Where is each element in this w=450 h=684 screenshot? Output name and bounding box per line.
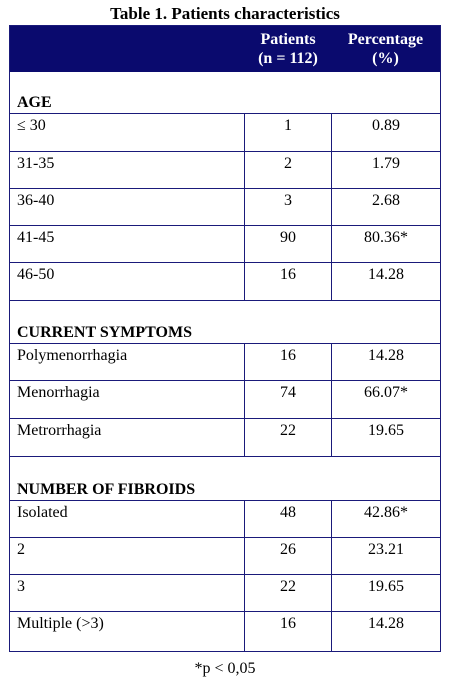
patients-table [9,25,441,652]
row-percentage: 23.21 [331,537,440,575]
footnote: *p < 0,05 [194,660,256,677]
row-percentage: 80.36* [331,225,440,263]
header-patients [244,30,332,68]
header-percentage [331,30,440,68]
row-percentage: 66.07* [331,380,440,419]
row-patients: 90 [244,225,332,263]
row-patients: 48 [244,500,332,538]
row-label: Isolated [10,500,245,538]
section-title-number-of-fibroids: NUMBER OF FIBROIDS [17,481,196,498]
header-patients-line1: Patients [260,31,316,48]
row-label: 41-45 [10,225,245,263]
row-patients: 1 [244,113,332,152]
row-patients: 16 [244,343,332,381]
row-percentage: 19.65 [331,418,440,457]
row-percentage: 14.28 [331,343,440,381]
row-patients: 2 [244,151,332,189]
table-title: Table 1. Patients characteristics [110,4,340,23]
row-percentage: 19.65 [331,574,440,612]
table-header [10,26,440,72]
header-patients-line2: (n = 112) [258,50,318,67]
row-patients: 3 [244,188,332,226]
row-label: Metrorrhagia [10,418,245,457]
row-patients: 22 [244,418,332,457]
row-percentage: 1.79 [331,151,440,189]
row-label: 2 [10,537,245,575]
row-percentage: 42.86* [331,500,440,538]
row-percentage: 0.89 [331,113,440,152]
row-label: 36-40 [10,188,245,226]
row-label: 31-35 [10,151,245,189]
row-label: Multiple (>3) [10,611,245,651]
row-patients: 16 [244,262,332,301]
header-percentage-line2: (%) [372,50,399,67]
row-label: 3 [10,574,245,612]
row-label: 46-50 [10,262,245,301]
section-title-current-symptoms: CURRENT SYMPTOMS [17,324,192,341]
row-label: Polymenorrhagia [10,343,245,381]
row-patients: 74 [244,380,332,419]
row-label: ≤ 30 [10,113,245,152]
row-patients: 22 [244,574,332,612]
row-label: Menorrhagia [10,380,245,419]
header-percentage-line1: Percentage [347,31,424,48]
row-patients: 16 [244,611,332,651]
row-percentage: 2.68 [331,188,440,226]
row-patients: 26 [244,537,332,575]
section-title-age: AGE [17,94,52,111]
row-percentage: 14.28 [331,262,440,301]
row-percentage: 14.28 [331,611,440,651]
